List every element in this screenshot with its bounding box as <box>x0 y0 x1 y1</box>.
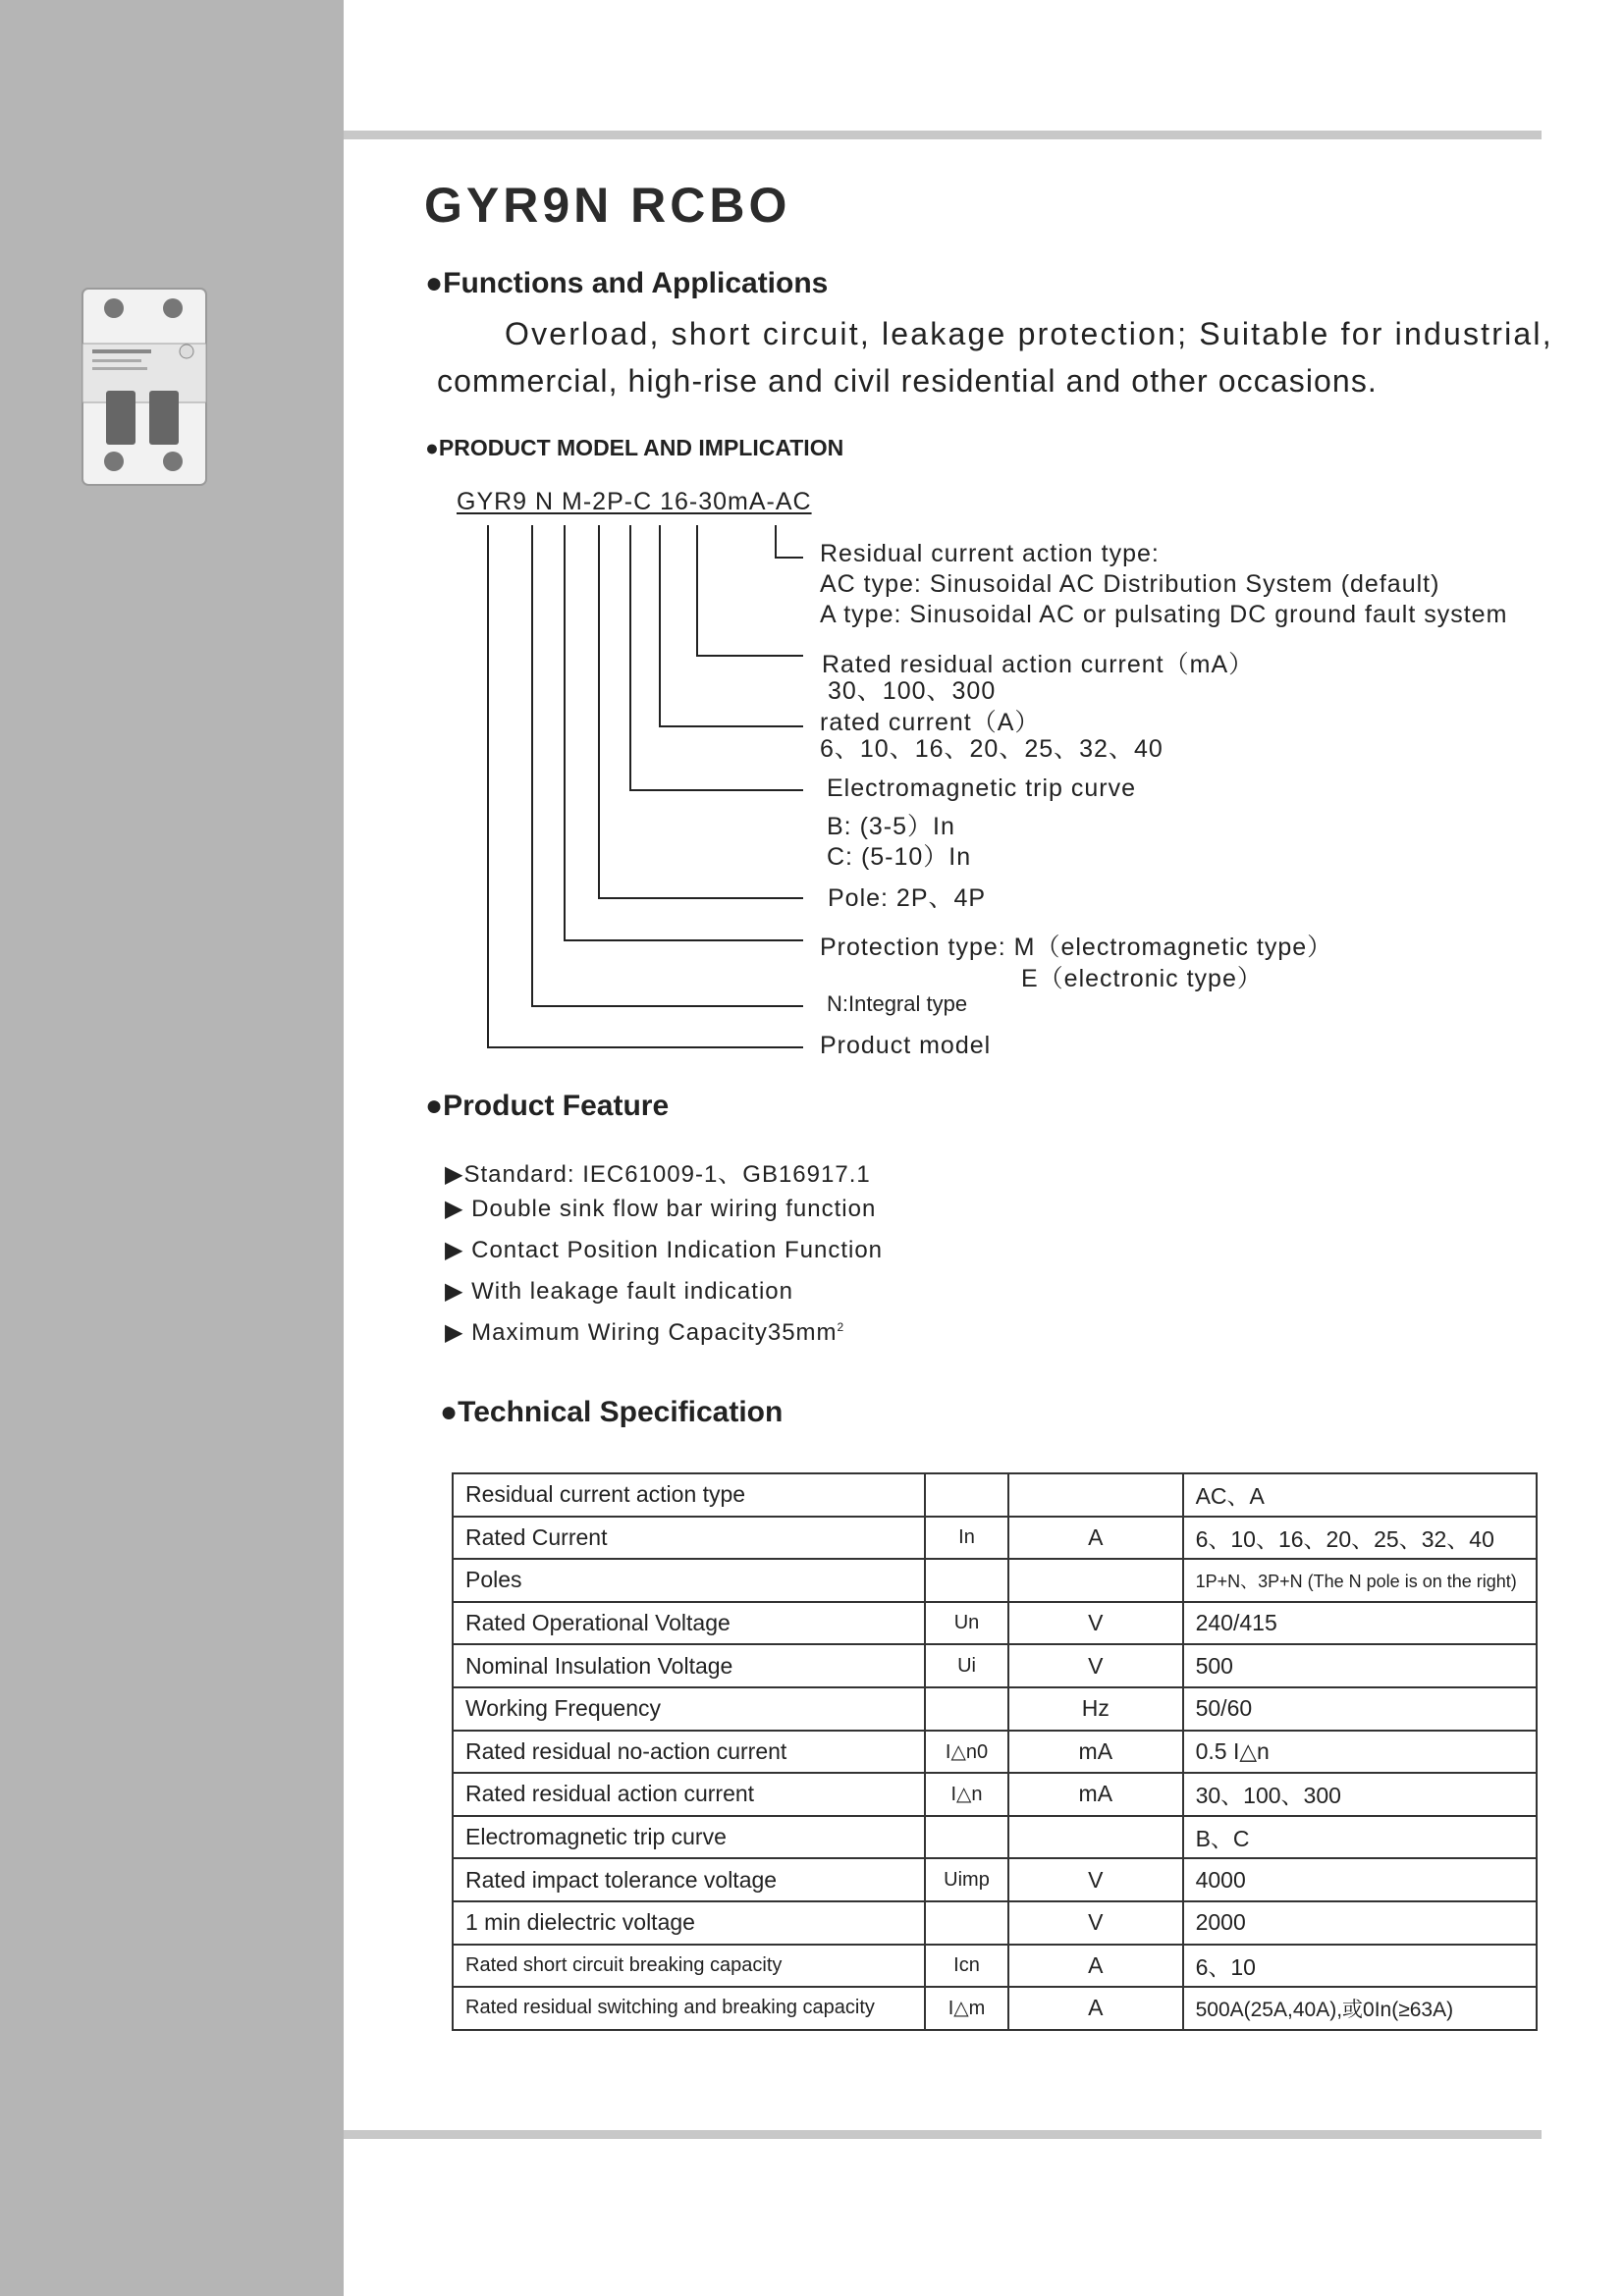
spec-row <box>453 1731 1537 1774</box>
spec-value: 30、100、300 <box>1183 1773 1537 1816</box>
spec-unit: V <box>1008 1602 1183 1645</box>
spec-symbol: Uimp <box>925 1858 1008 1901</box>
spec-unit <box>1008 1473 1183 1517</box>
feature-heading: ●Product Feature <box>425 1090 670 1122</box>
feature-item-1: ▶Standard: IEC61009-1、GB16917.1 <box>445 1161 871 1188</box>
spec-name: Working Frequency <box>453 1687 925 1731</box>
spec-value: 4000 <box>1183 1858 1537 1901</box>
spec-value: 6、10 <box>1183 1945 1537 1988</box>
rated-residual-title: Rated residual action current（mA） <box>822 651 1255 678</box>
spec-name: Rated Operational Voltage <box>453 1602 925 1645</box>
spec-row <box>453 1901 1537 1945</box>
spec-unit: Hz <box>1008 1687 1183 1731</box>
functions-line-2: commercial, high-rise and civil residential and other occasions. <box>437 363 1378 399</box>
spec-value: 240/415 <box>1183 1602 1537 1645</box>
spec-row <box>453 1773 1537 1816</box>
spec-row <box>453 1559 1537 1602</box>
spec-unit <box>1008 1816 1183 1859</box>
product-model-label: Product model <box>820 1032 992 1059</box>
pole-line: Pole: 2P、4P <box>828 884 987 912</box>
spec-symbol: I△n0 <box>925 1731 1008 1774</box>
spec-symbol: I△n <box>925 1773 1008 1816</box>
spec-symbol <box>925 1559 1008 1602</box>
spec-symbol: In <box>925 1517 1008 1560</box>
spec-value: 1P+N、3P+N (The N pole is on the right) <box>1183 1559 1537 1602</box>
spec-name: Rated residual action current <box>453 1773 925 1816</box>
spec-row <box>453 1858 1537 1901</box>
trip-curve-b: B: (3-5）In <box>827 813 955 840</box>
spec-name: Rated Current <box>453 1517 925 1560</box>
spec-row <box>453 1644 1537 1687</box>
spec-symbol: Ui <box>925 1644 1008 1687</box>
rated-current-title: rated current（A） <box>820 709 1041 736</box>
spec-unit: mA <box>1008 1731 1183 1774</box>
spec-symbol <box>925 1816 1008 1859</box>
spec-value: 50/60 <box>1183 1687 1537 1731</box>
spec-name: Rated residual no-action current <box>453 1731 925 1774</box>
functions-line-1: Overload, short circuit, leakage protection; Suitable for industrial, <box>505 316 1553 351</box>
spec-row <box>453 1517 1537 1560</box>
feature-item-5 <box>445 1318 844 1347</box>
spec-symbol <box>925 1687 1008 1731</box>
spec-value: 6、10、16、20、25、32、40 <box>1183 1517 1537 1560</box>
spec-symbol: I△m <box>925 1987 1008 2030</box>
spec-name: Electromagnetic trip curve <box>453 1816 925 1859</box>
feature-item-3: ▶ Contact Position Indication Function <box>445 1237 884 1263</box>
spec-name: Rated short circuit breaking capacity <box>453 1945 925 1988</box>
spec-value: B、C <box>1183 1816 1537 1859</box>
feature-item-4: ▶ With leakage fault indication <box>445 1278 793 1305</box>
spec-unit: V <box>1008 1644 1183 1687</box>
spec-name: 1 min dielectric voltage <box>453 1901 925 1945</box>
residual-type-title: Residual current action type: <box>820 540 1160 567</box>
spec-table-body <box>453 1473 1537 2030</box>
spec-unit: A <box>1008 1517 1183 1560</box>
trip-curve-title: Electromagnetic trip curve <box>827 774 1137 802</box>
spec-symbol <box>925 1473 1008 1517</box>
feature-item-5-text: ▶ Maximum Wiring Capacity35mm <box>445 1319 838 1346</box>
spec-symbol <box>925 1901 1008 1945</box>
spec-row <box>453 1816 1537 1859</box>
integral-type: N:Integral type <box>827 991 968 1016</box>
residual-type-a: A type: Sinusoidal AC or pulsating DC ground fault system <box>820 601 1508 628</box>
spec-value: 500A(25A,40A),或0In(≥63A) <box>1183 1987 1537 2030</box>
spec-value: 500 <box>1183 1644 1537 1687</box>
spec-unit: A <box>1008 1945 1183 1988</box>
feature-item-2: ▶ Double sink flow bar wiring function <box>445 1196 877 1222</box>
tech-heading-text: Technical Specification <box>458 1396 784 1428</box>
spec-name: Rated residual switching and breaking capacity <box>453 1987 925 2030</box>
spec-unit <box>1008 1559 1183 1602</box>
functions-heading-text: Functions and Applications <box>443 267 829 299</box>
spec-name: Nominal Insulation Voltage <box>453 1644 925 1687</box>
spec-row <box>453 1987 1537 2030</box>
feature-item-5-sup: 2 <box>837 1320 845 1334</box>
protection-type-m: Protection type: M（electromagnetic type） <box>820 934 1333 961</box>
spec-row <box>453 1473 1537 1517</box>
rated-current-values: 6、10、16、20、25、32、40 <box>820 735 1164 763</box>
functions-heading: ●Functions and Applications <box>425 267 829 299</box>
model-code: GYR9 N M-2P-C 16-30mA-AC <box>457 488 812 515</box>
spec-name: Rated impact tolerance voltage <box>453 1858 925 1901</box>
spec-row <box>453 1945 1537 1988</box>
rated-residual-values: 30、100、300 <box>828 677 997 705</box>
spec-value: 0.5 I△n <box>1183 1731 1537 1774</box>
spec-unit: A <box>1008 1987 1183 2030</box>
trip-curve-c: C: (5-10）In <box>827 843 972 871</box>
spec-symbol: Un <box>925 1602 1008 1645</box>
feature-heading-text: Product Feature <box>443 1090 670 1122</box>
spec-name: Residual current action type <box>453 1473 925 1517</box>
model-heading: ●PRODUCT MODEL AND IMPLICATION <box>425 435 844 460</box>
spec-row <box>453 1687 1537 1731</box>
spec-value: 2000 <box>1183 1901 1537 1945</box>
model-heading-text: PRODUCT MODEL AND IMPLICATION <box>438 435 844 460</box>
tech-heading: ●Technical Specification <box>440 1396 784 1428</box>
spec-value: AC、A <box>1183 1473 1537 1517</box>
page-title: GYR9N RCBO <box>424 178 791 233</box>
spec-unit: V <box>1008 1858 1183 1901</box>
bottom-rule <box>344 2130 1542 2139</box>
spec-unit: mA <box>1008 1773 1183 1816</box>
spec-unit: V <box>1008 1901 1183 1945</box>
spec-name: Poles <box>453 1559 925 1602</box>
residual-type-ac: AC type: Sinusoidal AC Distribution System (default) <box>820 570 1440 598</box>
protection-type-e: E（electronic type） <box>1021 965 1263 992</box>
spec-table <box>452 1472 1538 2031</box>
spec-symbol: Icn <box>925 1945 1008 1988</box>
spec-row <box>453 1602 1537 1645</box>
